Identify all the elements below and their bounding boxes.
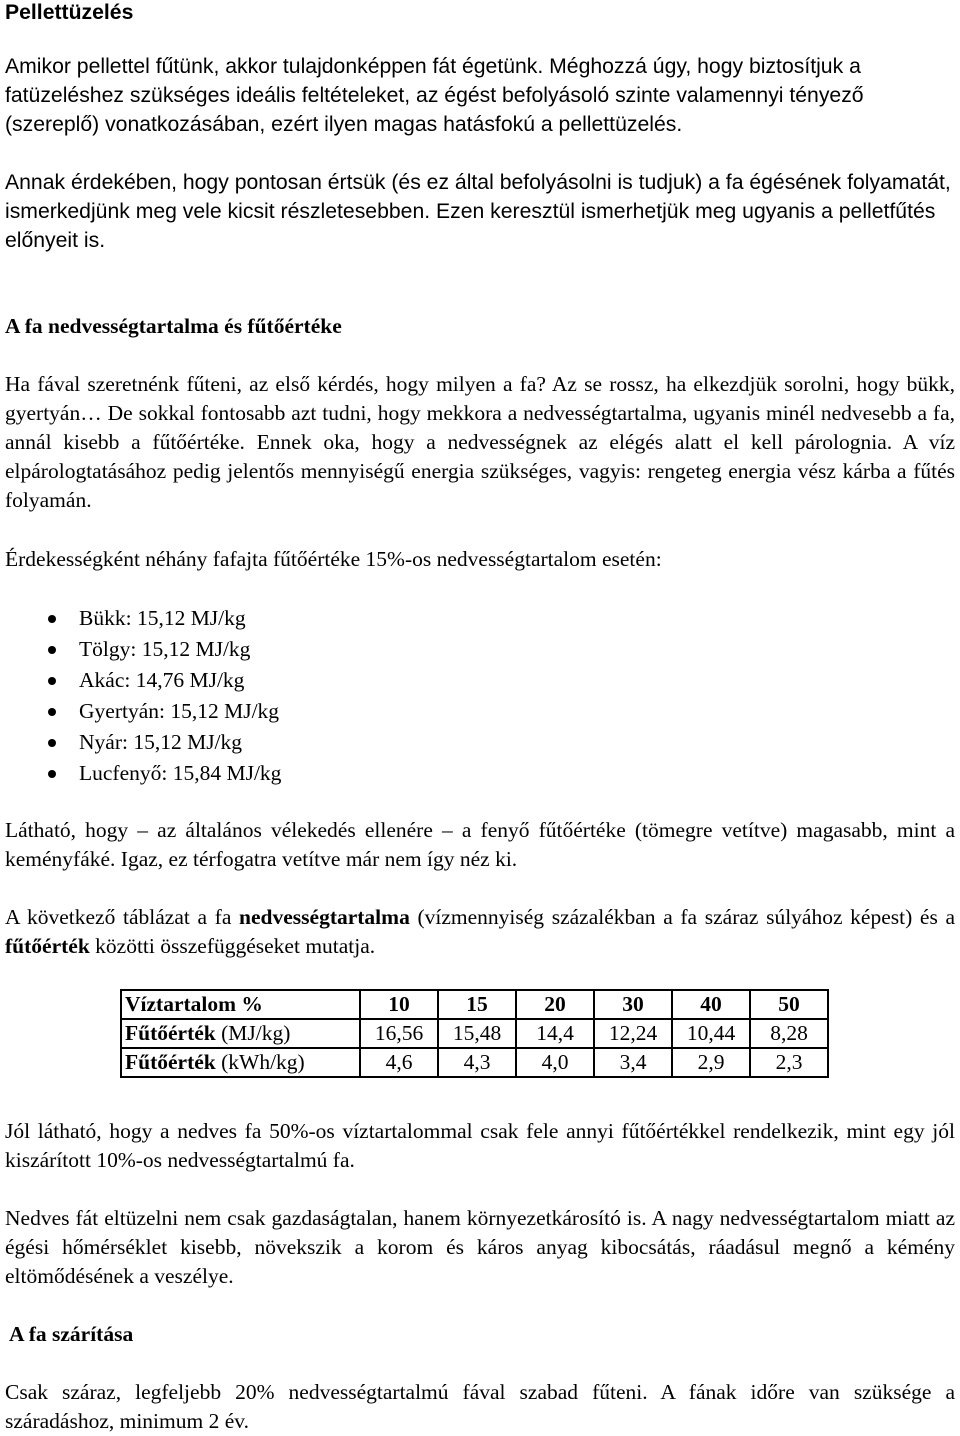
list-item: Akác: 14,76 MJ/kg (5, 665, 955, 696)
table-intro-paragraph: A következő táblázat a fa nedvességtartalma (vízmennyiség százalékban a fa száraz súlyához képest) és a fűtőérték közötti összefüggéseket mutatja. (5, 905, 956, 958)
table-cell: 3,4 (594, 1048, 672, 1077)
drying-paragraph: Csak száraz, legfeljebb 20% nedvességtartalmú fával szabad fűteni. A fának időre van szüksége a száradáshoz, minimum 2 év. (5, 1380, 955, 1433)
table-cell: 2,3 (750, 1048, 828, 1077)
table-cell: 40 (672, 990, 750, 1019)
species-list (5, 603, 955, 789)
section-heading-moisture: A fa nedvességtartalma és fűtőértéke (5, 314, 342, 338)
bullet-icon (48, 646, 56, 654)
table-cell: 15,48 (438, 1019, 516, 1048)
list-item: Bükk: 15,12 MJ/kg (5, 603, 955, 634)
table-cell: 4,0 (516, 1048, 594, 1077)
comparison-paragraph: Jól látható, hogy a nedves fa 50%-os víztartalommal csak fele annyi fűtőértékkel rendelkezik, mint egy jól kiszárított 10%-os nedvességtartalmú fa. (5, 1119, 955, 1172)
list-item: Gyertyán: 15,12 MJ/kg (5, 696, 955, 727)
table-cell: 15 (438, 990, 516, 1019)
table-cell: 8,28 (750, 1019, 828, 1048)
bullet-icon (48, 615, 56, 623)
table-cell: 4,3 (438, 1048, 516, 1077)
table-cell: 14,4 (516, 1019, 594, 1048)
table-cell: 20 (516, 990, 594, 1019)
moisture-paragraph: Ha fával szeretnénk fűteni, az első kérdés, hogy milyen a fa? Az se rossz, ha elkezdjük sorolni, hogy bükk, gyertyán… De sokkal fontosabb azt tudni, hogy mekkora a nedvességtartalma, ugyanis minél nedvesebb a fa, annál kisebb a fűtőértéke. Ennek oka, hogy a nedvességnek az elégés alatt el kell párolognia. A víz elpárologtatásához pedig jelentős mennyiségű energia szükséges, vagyis: rengeteg energia vész kárba a fűtés folyamán. (5, 372, 955, 512)
table-row-label: Fűtőérték (MJ/kg) (121, 1019, 360, 1048)
table-header-row (121, 990, 828, 1019)
table-row (121, 1048, 828, 1077)
table-row (121, 1019, 828, 1048)
table-cell: 12,24 (594, 1019, 672, 1048)
conclusion-paragraph: Látható, hogy – az általános vélekedés ellenére – a fenyő fűtőértéke (tömegre vetítve) magasabb, mint a keményfáké. Igaz, ez térfogatra vetítve már nem így néz ki. (5, 818, 955, 871)
table-row-label: Fűtőérték (kWh/kg) (121, 1048, 360, 1077)
bullet-icon (48, 708, 56, 716)
list-item: Nyár: 15,12 MJ/kg (5, 727, 955, 758)
heating-value-table (120, 989, 829, 1078)
table-cell: 2,9 (672, 1048, 750, 1077)
table-cell: 10,44 (672, 1019, 750, 1048)
table-cell: 10 (360, 990, 438, 1019)
table-cell: 4,6 (360, 1048, 438, 1077)
table-cell: 30 (594, 990, 672, 1019)
environment-paragraph: Nedves fát eltüzelni nem csak gazdaságtalan, hanem környezetkárosító is. A nagy nedvességtartalom miatt az égési hőmérséklet kisebb, növekszik a korom és káros anyag kibocsátás, ráadásul megnő a kémény eltömődésének a veszélye. (5, 1206, 955, 1288)
intro-paragraph-1: Amikor pellettel fűtünk, akkor tulajdonképpen fát égetünk. Méghozzá úgy, hogy biztosítjuk a fatüzeléshez szükséges ideális feltételeket, az égést befolyásoló szinte valamennyi tényező (szereplő) vonatkozásában, ezért ilyen magas hatásfokú a pellettüzelés. (5, 55, 864, 136)
species-intro-paragraph: Érdekességként néhány fafajta fűtőértéke 15%-os nedvességtartalom esetén: (5, 547, 662, 571)
list-item: Lucfenyő: 15,84 MJ/kg (5, 758, 955, 789)
table-cell: 50 (750, 990, 828, 1019)
section-heading-drying: A fa szárítása (9, 1322, 134, 1346)
table-cell: 16,56 (360, 1019, 438, 1048)
table-header-label: Víztartalom % (121, 990, 360, 1019)
bullet-icon (48, 739, 56, 747)
intro-paragraph-2: Annak érdekében, hogy pontosan értsük (és ez által befolyásolni is tudjuk) a fa égésének folyamatát, ismerkedjünk meg vele kicsit részletesebben. Ezen keresztül ismerhetjük meg ugyanis a pelletfűtés előnyeit is. (5, 171, 951, 252)
bullet-icon (48, 677, 56, 685)
bullet-icon (48, 770, 56, 778)
list-item: Tölgy: 15,12 MJ/kg (5, 634, 955, 665)
page-title: Pellettüzelés (5, 1, 134, 24)
